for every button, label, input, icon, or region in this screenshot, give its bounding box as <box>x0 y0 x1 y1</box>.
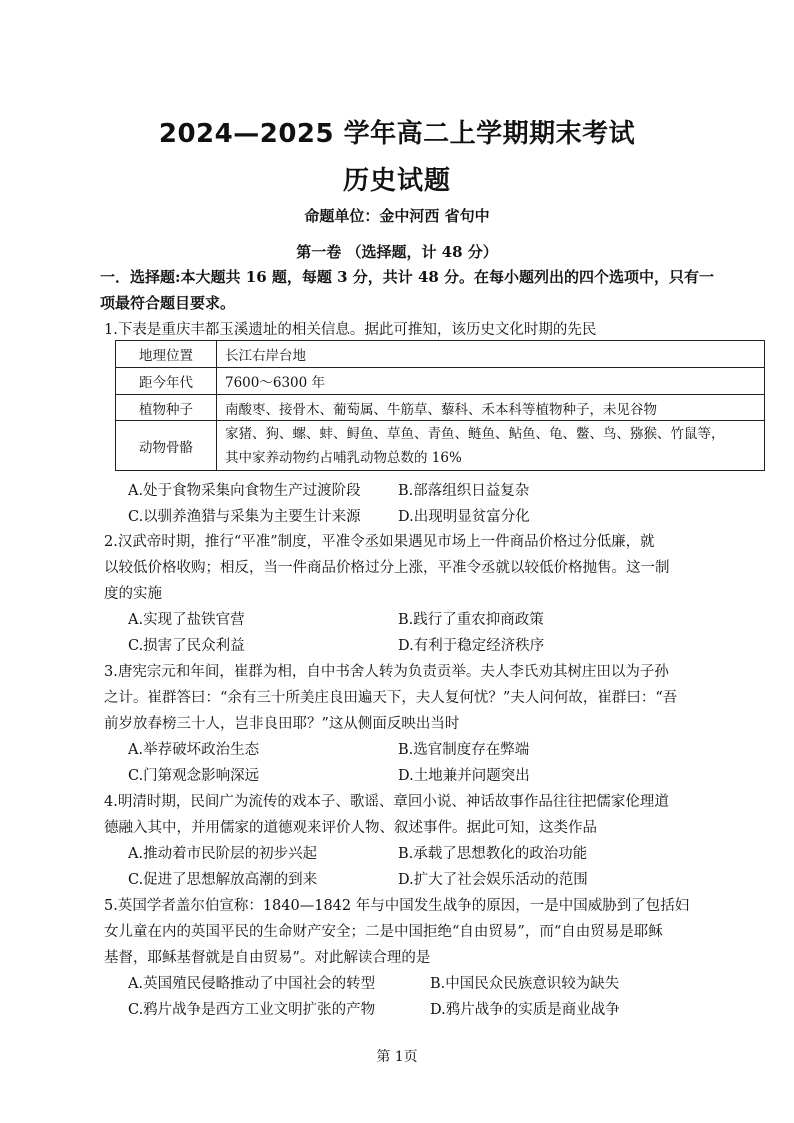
table-row <box>116 421 765 471</box>
q5-stem-line3: 基督，耶稣基督就是自由贸易”。对此解读合理的是 <box>104 950 431 966</box>
table-cell-value <box>217 421 765 471</box>
q2-stem-line3: 度的实施 <box>104 586 162 602</box>
table-row <box>116 368 765 395</box>
q1-option-a: A.处于食物采集向食物生产过渡阶段 <box>128 483 361 499</box>
table-cell-key: 距今年代 <box>116 368 217 395</box>
q5-option-d: D.鸦片战争的实质是商业战争 <box>430 1002 620 1018</box>
table-cell-value: 7600～6300 年 <box>217 368 765 395</box>
q3-option-a: A.举荐破坏政治生态 <box>128 742 260 758</box>
table-cell-value: 南酸枣、接骨木、葡萄属、牛筋草、藜科、禾本科等植物种子，未见谷物 <box>217 395 765 421</box>
q4-stem-line1: 4.明清时期，民间广为流传的戏本子、歌谣、章回小说、神话故事作品往往把儒家伦理道 <box>104 794 669 810</box>
q1-option-c: C.以驯养渔猎与采集为主要生计来源 <box>128 509 361 525</box>
q5-option-a: A.英国殖民侵略推动了中国社会的转型 <box>128 976 376 992</box>
q4-option-d: D.扩大了社会娱乐活动的范围 <box>398 872 588 888</box>
q4-stem-line2: 德融入其中，并用儒家的道德观来评价人物、叙述事件。据此可知，这类作品 <box>104 820 597 836</box>
table-cell-value: 长江右岸台地 <box>217 341 765 368</box>
q2-stem-line2: 以较低价格收购；相反，当一件商品价格过分上涨，平准令丞就以较低价格抛售。这一制 <box>104 560 670 576</box>
table-cell-key: 地理位置 <box>116 341 217 368</box>
q3-option-b: B.选官制度存在弊端 <box>398 742 530 758</box>
q3-stem-line2: 之计。崔群答曰：“余有三十所美庄良田遍天下，夫人复何忧？”夫人问何故，崔群曰：“吾 <box>104 690 678 706</box>
table-cell-key: 植物种子 <box>116 395 217 421</box>
q5-option-b: B.中国民众民族意识较为缺失 <box>430 976 620 992</box>
q3-stem-line3: 前岁放春榜三十人，岂非良田耶？”这从侧面反映出当时 <box>104 716 460 732</box>
q2-option-d: D.有利于稳定经济秩序 <box>398 638 545 654</box>
q2-option-c: C.损害了民众利益 <box>128 638 245 654</box>
page-number: 第 1页 <box>376 1049 418 1065</box>
section-instructions-line2: 项最符合题目要求。 <box>100 294 236 312</box>
q2-option-b: B.践行了重农抑商政策 <box>398 612 544 628</box>
table-cell-key: 动物骨骼 <box>116 421 217 471</box>
exam-title: 2024—2025 学年高二上学期期末考试 <box>158 119 636 149</box>
q4-option-a: A.推动着市民阶层的初步兴起 <box>128 846 318 862</box>
q4-option-b: B.承载了思想教化的政治功能 <box>398 846 588 862</box>
q4-option-c: C.促进了思想解放高潮的到来 <box>128 872 318 888</box>
q1-info-table <box>115 340 765 471</box>
subject-title: 历史试题 <box>342 166 451 196</box>
q3-option-c: C.门第观念影响深远 <box>128 768 260 784</box>
q2-option-a: A.实现了盐铁官营 <box>128 612 245 628</box>
q5-stem-line2: 女儿童在内的英国平民的生命财产安全；二是中国拒绝“自由贸易”，而“自由贸易是耶稣 <box>104 924 663 940</box>
volume-heading: 第一卷 （选择题，计 48 分） <box>296 243 498 261</box>
q3-stem-line1: 3.唐宪宗元和年间，崔群为相，自中书舍人转为负责贡举。夫人李氏劝其树庄田以为子孙 <box>104 664 669 680</box>
q2-stem-line1: 2.汉武帝时期，推行“平准”制度，平准令丞如果遇见市场上一件商品价格过分低廉，就 <box>104 534 655 550</box>
table-row <box>116 341 765 368</box>
q1-stem: 1.下表是重庆丰都玉溪遗址的相关信息。据此可推知，该历史文化时期的先民 <box>104 322 597 338</box>
q5-option-c: C.鸦片战争是西方工业文明扩张的产物 <box>128 1002 376 1018</box>
q5-stem-line1: 5.英国学者盖尔伯宣称：1840—1842 年与中国发生战争的原因，一是中国威胁到了包括妇 <box>104 898 690 914</box>
author-unit: 命题单位：金中河西 省句中 <box>304 207 490 225</box>
table-row <box>116 395 765 421</box>
q1-option-d: D.出现明显贫富分化 <box>398 509 530 525</box>
q3-option-d: D.土地兼并问题突出 <box>398 768 530 784</box>
section-instructions-line1: 一．选择题:本大题共 16 题，每题 3 分，共计 48 分。在每小题列出的四个选项中，只有一 <box>100 268 715 286</box>
q1-option-b: B.部落组织日益复杂 <box>398 483 530 499</box>
table-cell-value-line1: 家猪、狗、螺、蚌、鲟鱼、草鱼、青鱼、鲢鱼、鲇鱼、龟、鳖、鸟、猕猴、竹鼠等， <box>225 425 725 442</box>
table-cell-value-line2: 其中家养动物约占哺乳动物总数的 16% <box>225 449 462 466</box>
